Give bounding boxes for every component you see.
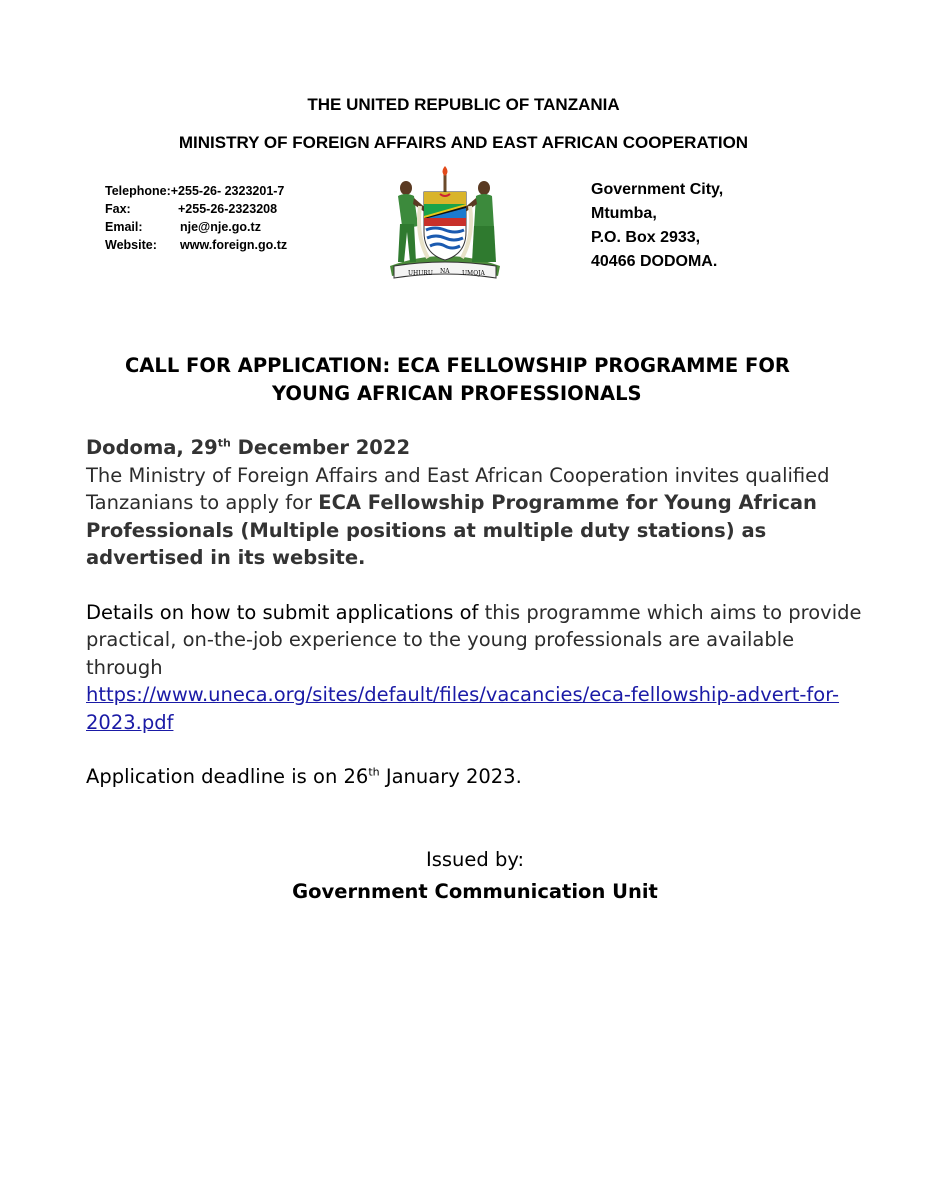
fax-label: Fax:	[105, 202, 131, 216]
date-line	[86, 434, 876, 462]
fax-value: +255-26-2323208	[178, 202, 278, 216]
deadline-ordinal: th	[368, 765, 380, 779]
motto-left: UHURU	[408, 270, 433, 277]
motto-mid: NA	[440, 268, 450, 275]
ministry-heading: MINISTRY OF FOREIGN AFFAIRS AND EAST AFRICAN COOPERATION	[178, 133, 749, 152]
website-label: Website:	[105, 238, 157, 252]
details-text-start: Details on how to submit applications of	[86, 600, 485, 624]
details-text-rest: this programme which aims to provide practical, on-the-job experience to the young professionals are available through	[86, 600, 862, 679]
website-row	[105, 236, 287, 254]
date-prefix: Dodoma, 29	[86, 436, 218, 459]
issued-by-label: Issued by:	[425, 848, 525, 871]
deadline-line	[86, 763, 876, 791]
fax-row	[105, 200, 287, 218]
title-line-2: YOUNG AFRICAN PROFESSIONALS	[272, 382, 642, 405]
telephone-label: Telephone:	[105, 184, 171, 198]
postal-address	[591, 178, 723, 274]
paragraph-details	[86, 599, 876, 737]
contact-details	[105, 182, 287, 254]
tanzania-coat-of-arms-icon	[380, 166, 510, 286]
fellowship-advert-link[interactable]: https://www.uneca.org/sites/default/files/vacancies/eca-fellowship-advert-for-2023.pdf	[86, 683, 840, 734]
motto-right: UMOJA	[462, 270, 485, 277]
date-suffix: December 2022	[230, 436, 411, 459]
title-line-1: CALL FOR APPLICATION: ECA FELLOWSHIP PROGRAMME FOR	[125, 354, 790, 377]
date-suffix-ordinal: th	[217, 436, 231, 450]
telephone-row	[105, 182, 287, 200]
email-row	[105, 218, 287, 236]
address-line-4: 40466 DODOMA.	[591, 253, 718, 270]
address-line-1: Government City,	[591, 181, 724, 198]
address-line-2: Mtumba,	[591, 205, 657, 222]
address-line-3: P.O. Box 2933,	[591, 229, 701, 246]
country-heading: THE UNITED REPUBLIC OF TANZANIA	[307, 95, 620, 114]
deadline-suffix: January 2023.	[379, 765, 522, 788]
programme-name: ECA Fellowship Programme for Young African Professionals (Multiple positions at multiple duty stations) as advertised in its website.	[86, 491, 817, 569]
deadline-prefix: Application deadline is on 26	[86, 765, 369, 788]
paragraph-invitation	[86, 462, 876, 572]
email-value: nje@nje.go.tz	[180, 220, 261, 234]
issuing-unit: Government Communication Unit	[292, 880, 658, 903]
announcement-body	[86, 434, 876, 791]
telephone-value: +255-26- 2323201-7	[170, 184, 285, 198]
website-value: www.foreign.go.tz	[180, 238, 288, 252]
email-label: Email:	[105, 220, 143, 234]
announcement-title	[120, 352, 860, 408]
invitation-text: The Ministry of Foreign Affairs and East African Cooperation invites qualified Tanzanians to apply for	[86, 463, 830, 514]
